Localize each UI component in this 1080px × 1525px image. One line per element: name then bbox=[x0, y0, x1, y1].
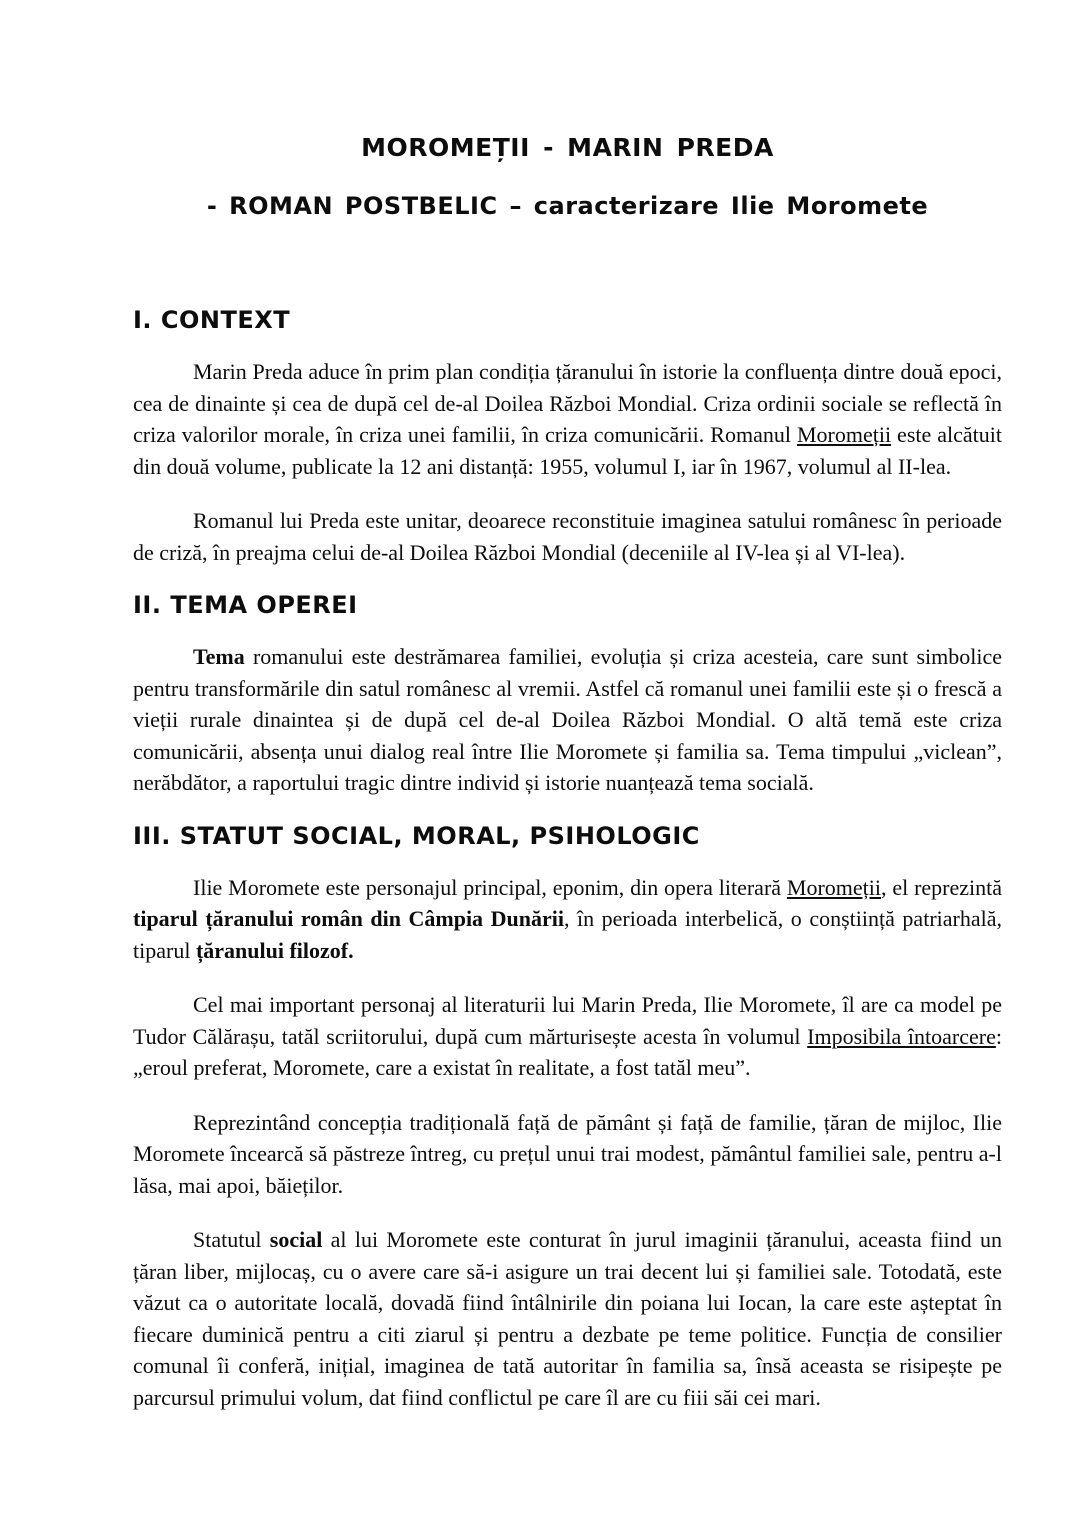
text-run-bold: Tema bbox=[193, 644, 245, 669]
text-run: , el reprezintă bbox=[881, 874, 1003, 900]
document-body bbox=[133, 306, 1002, 1413]
text-run: Romanul lui Preda este unitar, deoarece reconstituie imaginea satului românesc în perioade de criză, în preajma celui de-al Doilea Război Mondial (deceniile al IV-lea și al VI-lea). bbox=[133, 508, 1002, 565]
paragraph bbox=[133, 1107, 1002, 1202]
text-run: romanului este destrămarea familiei, evoluția și criza acesteia, care sunt simbolice pentru transformările din satul românesc al vremii. Astfel că romanul unei familii este și o frescă a vieții rurale dinaintea și de după cel de-al Doilea Război Mondial. O altă temă este criza comunicării, absența unui dialog real între Ilie Moromete și familia sa. Tema timpului „viclean”, nerăbdător, a raportului tragic dintre individ și istorie nuanțează tema socială. bbox=[133, 644, 1002, 795]
paragraph bbox=[133, 872, 1002, 967]
paragraph bbox=[133, 356, 1002, 482]
text-run-underline: Imposibila întoarcere bbox=[807, 1023, 996, 1049]
text-run: Statutul bbox=[193, 1227, 270, 1252]
text-run-bold: social bbox=[269, 1227, 323, 1252]
text-run: : „eroul preferat, Moromete, care a existat în realitate, a fost tatăl meu”. bbox=[133, 1023, 1002, 1080]
text-run: este alcătuit din două volume, publicate la 12 ani distanță: 1955, volumul I, iar în 1967, volumul al II-lea. bbox=[133, 422, 1002, 479]
text-run: , în perioada interbelică, o conștiință patriarhală, tiparul bbox=[133, 906, 1002, 963]
paragraph bbox=[133, 505, 1002, 568]
document-title: MOROMEȚII - MARIN PREDA bbox=[361, 133, 774, 162]
text-run: Ilie Moromete este personajul principal, eponim, din opera literară bbox=[193, 874, 787, 900]
paragraph bbox=[133, 989, 1002, 1084]
paragraph bbox=[133, 1224, 1002, 1413]
text-run-underline: Moromeții bbox=[786, 874, 881, 900]
text-run: Reprezintând concepția tradițională față de pământ și față de familie, țăran de mijloc, Ilie Moromete încearcă să păstreze întreg, cu prețul unui trai modest, pământul familiei sale, pentru a-l lăsa, mai apoi, băieților. bbox=[133, 1109, 1002, 1198]
text-run-bold: țăranului filozof. bbox=[195, 937, 354, 963]
text-run: Cel mai important personaj al literaturii lui Marin Preda, Ilie Moromete, îl are ca model pe Tudor Călărașu, tatăl scriitorului, după cum mărturisește acesta în volumul bbox=[133, 992, 1002, 1049]
text-run: al lui Moromete este conturat în jurul imaginii țăranului, aceasta fiind un țăran liber, mijlocaș, cu o avere care să-i asigure un trai decent lui și familiei sale. Totodată, este văzut ca o autoritate locală, dovadă fiind întâlnirile din poiana lui Iocan, la care este așteptat în fiecare duminică pentru a citi ziarul și pentru a dezbate pe teme politice. Funcția de consilier comunal îi conferă, inițial, imaginea de tată autoritar în familia sa, însă aceasta se risipește pe parcursul primului volum, dat fiind conflictul pe care îl are cu fiii săi cei mari. bbox=[133, 1227, 1002, 1410]
text-run: Marin Preda aduce în prim plan condiția țăranului în istorie la confluența dintre două epoci, cea de dinainte și cea de după cel de-al Doilea Război Mondial. Criza ordinii sociale se reflectă în criza valorilor morale, în criza unei familii, în criza comunicării. Romanul bbox=[133, 359, 1002, 447]
text-run-underline: Moromeții bbox=[796, 422, 892, 447]
section-heading: III. STATUT SOCIAL, MORAL, PSIHOLOGIC bbox=[133, 821, 700, 850]
document-subtitle: - ROMAN POSTBELIC – caracterizare Ilie Moromete bbox=[206, 192, 929, 220]
text-run-bold: tiparul țăranului român din Câmpia Dunării bbox=[133, 906, 564, 931]
paragraph bbox=[133, 641, 1002, 799]
section-heading: I. CONTEXT bbox=[133, 306, 291, 334]
section-heading: II. TEMA OPEREI bbox=[133, 591, 358, 619]
